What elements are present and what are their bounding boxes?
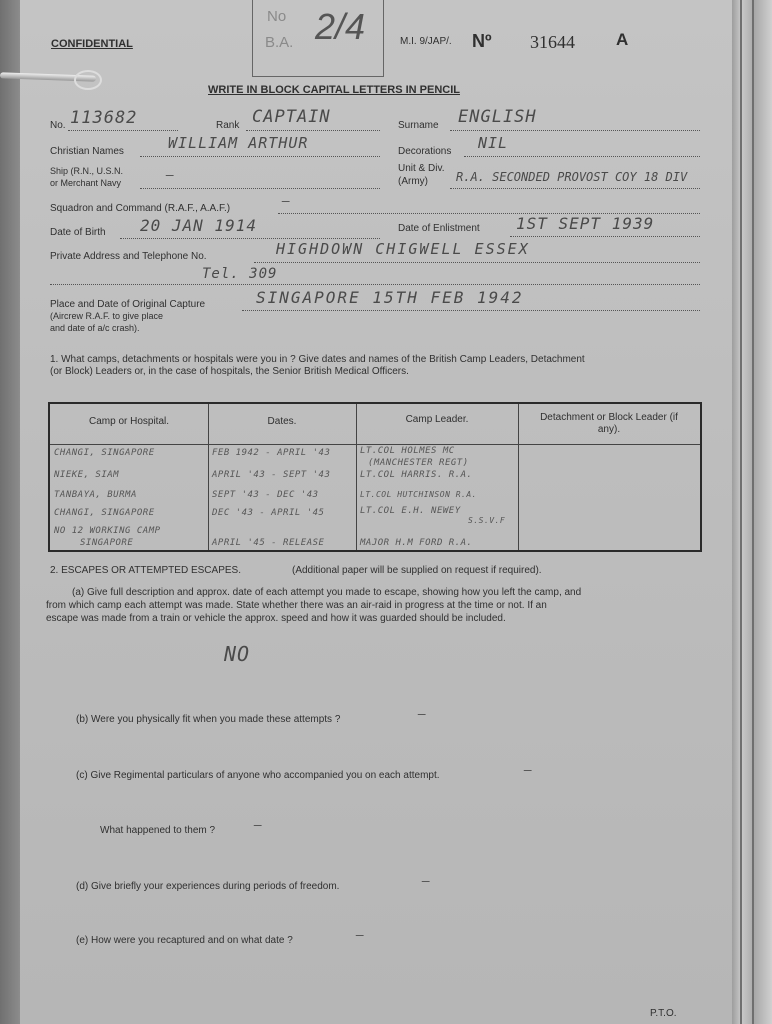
table-header-camp: Camp or Hospital.	[88, 416, 170, 427]
field-line	[120, 238, 380, 239]
table-cell-camp-2: SINGAPORE	[80, 538, 134, 548]
form-suffix: A	[616, 30, 629, 49]
enlistment-label: Date of Enlistment	[398, 223, 480, 234]
address-value: HIGHDOWN CHIGWELL ESSEX	[276, 240, 530, 258]
mi-reference: M.I. 9/JAP/.	[400, 36, 452, 47]
number-label: Nº	[472, 31, 492, 51]
table-cell-leader-2: S.S.V.F	[468, 516, 506, 525]
table-cell-camp: TANBAYA, BURMA	[54, 490, 137, 500]
squadron-label: Squadron and Command (R.A.F., A.A.F.)	[50, 203, 231, 214]
table-cell-leader: LT.COL HARRIS. R.A.	[360, 470, 473, 480]
table-cell-dates: APRIL '45 - RELEASE	[212, 538, 325, 548]
squadron-value: —	[282, 194, 291, 209]
ship-value: —	[166, 168, 175, 183]
table-cell-dates: SEPT '43 - DEC '43	[212, 490, 319, 500]
table-column-divider	[518, 404, 519, 550]
address-label: Private Address and Telephone No.	[50, 251, 207, 262]
office-stamp	[252, 0, 384, 77]
table-cell-camp: NO 12 WORKING CAMP	[54, 526, 161, 536]
punch-hole	[74, 70, 102, 90]
question-2e-text: (e) How were you recaptured and on what date ?	[76, 935, 293, 946]
capture-label-3: and date of a/c crash).	[50, 323, 140, 333]
table-header-detachment: Detachment or Block Leader (if any).	[540, 412, 678, 435]
table-header-leader: Camp Leader.	[405, 414, 469, 425]
date-of-birth-label: Date of Birth	[50, 227, 106, 238]
table-cell-camp: CHANGI, SINGAPORE	[54, 508, 155, 518]
question-2b-text: (b) Were you physically fit when you made these attempts ?	[76, 714, 341, 725]
field-line	[450, 188, 700, 189]
table-header-dates: Dates.	[267, 416, 297, 427]
question-2b-answer: —	[418, 707, 427, 722]
question-2-note: (Additional paper will be supplied on request if required).	[292, 565, 542, 576]
field-line	[140, 156, 380, 157]
question-1-text: 1. What camps, detachments or hospitals were you in ? Give dates and names of the British Camp Leaders, Detachment	[50, 354, 585, 365]
page-edge-line	[740, 0, 742, 1024]
table-cell-camp: CHANGI, SINGAPORE	[54, 448, 155, 458]
question-2c-follow-text: What happened to them ?	[100, 825, 216, 836]
page-edge-line	[752, 0, 754, 1024]
decorations-label: Decorations	[398, 146, 452, 157]
question-2-heading: 2. ESCAPES OR ATTEMPTED ESCAPES.	[50, 565, 241, 576]
table-cell-leader: LT.COL HUTCHINSON R.A.	[360, 490, 477, 499]
date-of-birth-value: 20 JAN 1914	[140, 216, 257, 235]
question-2e-answer: —	[356, 928, 365, 943]
question-2c-follow-answer: —	[254, 818, 263, 833]
enlistment-value: 1ST SEPT 1939	[516, 214, 655, 233]
question-2a-text-2: from which camp each attempt was made. State whether there was an air-raid in progress at the time or not. If an	[46, 600, 547, 611]
table-column-divider	[356, 404, 357, 550]
question-2c-answer: —	[524, 763, 533, 778]
field-line	[140, 188, 380, 189]
capture-value: SINGAPORE 15TH FEB 1942	[256, 288, 524, 307]
capture-label-2: (Aircrew R.A.F. to give place	[50, 311, 164, 321]
instruction-heading: WRITE IN BLOCK CAPITAL LETTERS IN PENCIL	[208, 84, 460, 96]
telephone-value: Tel. 309	[202, 266, 278, 282]
ship-label: Ship (R.N., U.S.N.	[50, 166, 124, 176]
field-line	[68, 130, 178, 131]
camps-table	[48, 402, 702, 552]
question-2a-text-3: escape was made from a train or vehicle the approx. speed and how it was guarded should be included.	[46, 613, 506, 624]
table-header-divider	[50, 444, 700, 445]
surname-label: Surname	[398, 120, 439, 131]
field-line	[510, 236, 700, 237]
question-2c-text: (c) Give Regimental particulars of anyone who accompanied you on each attempt.	[76, 770, 440, 781]
table-cell-leader: LT.COL E.H. NEWEY	[360, 506, 461, 516]
question-2a-text: (a) Give full description and approx. date of each attempt you made to escape, showing how you left the camp, and	[72, 587, 582, 598]
table-cell-dates: DEC '43 - APRIL '45	[212, 508, 325, 518]
confidential-label: CONFIDENTIAL	[51, 38, 133, 50]
surname-value: ENGLISH	[458, 107, 537, 127]
field-line	[246, 130, 380, 131]
rank-label: Rank	[216, 120, 240, 131]
table-cell-camp: NIEKE, SIAM	[54, 470, 120, 480]
questionnaire-page	[20, 0, 732, 1024]
number-field-label: No.	[50, 120, 66, 131]
stamp-handwriting: 2/4	[315, 6, 366, 47]
table-cell-dates: APRIL '43 - SEPT '43	[212, 470, 331, 480]
stamp-text: No	[267, 8, 287, 25]
stamp-text: B.A.	[265, 34, 294, 51]
question-1-text-2: (or Block) Leaders or, in the case of hospitals, the Senior British Medical Officers.	[50, 366, 409, 377]
question-2d-text: (d) Give briefly your experiences during periods of freedom.	[76, 881, 340, 892]
question-2d-answer: —	[422, 874, 431, 889]
question-2a-answer: NO	[224, 642, 251, 666]
decorations-value: NIL	[478, 134, 509, 152]
field-line	[50, 284, 700, 285]
field-line	[464, 156, 700, 157]
table-cell-leader: MAJOR H.M FORD R.A.	[360, 538, 473, 548]
stacked-pages-edge	[728, 0, 772, 1024]
rank-value: CAPTAIN	[252, 107, 331, 127]
table-cell-dates: FEB 1942 - APRIL '43	[212, 448, 331, 458]
field-line	[450, 130, 700, 131]
ship-label-2: or Merchant Navy	[50, 178, 122, 188]
unit-label: Unit & Div.	[398, 163, 445, 174]
table-cell-leader: LT.COL HOLMES MC	[360, 446, 455, 456]
capture-label: Place and Date of Original Capture	[50, 299, 206, 310]
field-line	[242, 310, 700, 311]
field-line	[254, 262, 700, 263]
table-cell-leader-2: (MANCHESTER REGT)	[368, 458, 469, 468]
christian-names-label: Christian Names	[50, 146, 124, 157]
service-number-value: 113682	[70, 108, 138, 128]
christian-names-value: WILLIAM ARTHUR	[168, 134, 309, 152]
please-turn-over: P.T.O.	[650, 1008, 677, 1019]
form-number: 31644	[530, 32, 575, 52]
unit-label-2: (Army)	[398, 176, 428, 187]
unit-value: R.A. SECONDED PROVOST COY 18 DIV	[456, 170, 688, 184]
